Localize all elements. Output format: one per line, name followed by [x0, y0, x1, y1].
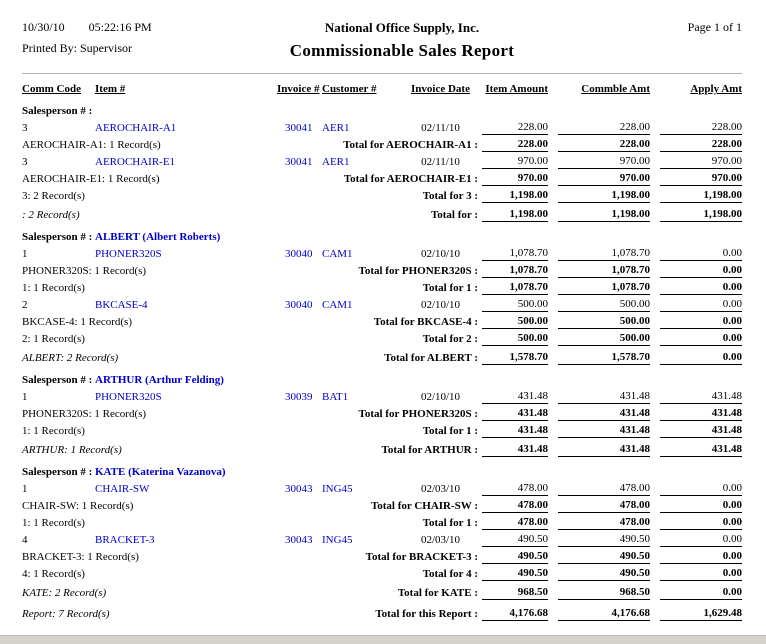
total-row [22, 261, 742, 278]
total-row [22, 547, 742, 564]
total-label: Total for 1 : [422, 282, 478, 294]
col-invoice-date: Invoice Date [411, 83, 470, 95]
apply-amount: 431.48 [660, 390, 742, 404]
invoice-link[interactable]: 30041 [285, 156, 313, 168]
item-amount: 1,078.70 [482, 247, 548, 261]
total-left-label: AEROCHAIR-A1: 1 Record(s) [22, 139, 161, 151]
invoice-date: 02/11/10 [421, 122, 460, 134]
apply-amount-total: 0.00 [660, 332, 742, 346]
total-label: Total for ARTHUR : [381, 444, 478, 456]
item-amount-total: 1,198.00 [482, 189, 548, 203]
item-amount-total: 431.48 [482, 443, 548, 457]
commble-amount-total: 431.48 [558, 407, 650, 421]
header-left-block [22, 20, 222, 61]
commble-amount-total: 4,176.68 [558, 607, 650, 621]
apply-amount: 0.00 [660, 247, 742, 261]
apply-amount-total: 431.48 [660, 424, 742, 438]
customer-link[interactable]: AER1 [322, 122, 350, 134]
col-customer: Customer # [322, 83, 377, 95]
item-amount: 490.50 [482, 533, 548, 547]
col-commble-amt: Commble Amt [581, 83, 650, 95]
report-body [22, 101, 742, 621]
comm-code: 4 [22, 534, 28, 546]
print-datetime [22, 20, 222, 35]
salesperson-name-link[interactable]: KATE (Katerina Vazanova) [95, 466, 226, 478]
comm-code: 1 [22, 483, 28, 495]
total-left-label: BKCASE-4: 1 Record(s) [22, 316, 132, 328]
total-label: Total for BKCASE-4 : [373, 316, 478, 328]
total-label: Total for BRACKET-3 : [365, 551, 478, 563]
commble-amount: 490.50 [558, 533, 650, 547]
apply-amount-total: 0.00 [660, 499, 742, 513]
commble-amount: 500.00 [558, 298, 650, 312]
item-amount-total: 1,578.70 [482, 351, 548, 365]
item-link[interactable]: PHONER320S [95, 391, 162, 403]
total-label: Total for PHONER320S : [358, 408, 478, 420]
item-link[interactable]: AEROCHAIR-A1 [95, 122, 177, 134]
comm-code: 3 [22, 156, 28, 168]
total-left-label: KATE: 2 Record(s) [22, 587, 107, 599]
total-label: Total for 1 : [422, 425, 478, 437]
item-amount-total: 431.48 [482, 407, 548, 421]
apply-amount-total: 1,198.00 [660, 189, 742, 203]
total-label: Total for AEROCHAIR-A1 : [343, 139, 478, 151]
customer-link[interactable]: AER1 [322, 156, 350, 168]
invoice-date: 02/10/10 [420, 391, 461, 403]
total-label: Total for KATE : [397, 587, 478, 599]
apply-amount-total: 0.00 [660, 281, 742, 295]
apply-amount-total: 0.00 [660, 550, 742, 564]
item-amount: 228.00 [482, 121, 548, 135]
item-amount-total: 500.00 [482, 332, 548, 346]
comm-code: 3 [22, 122, 28, 134]
print-time: 05:22:16 PM [88, 20, 152, 34]
header-center-block [222, 20, 582, 61]
total-row [22, 564, 742, 581]
apply-amount: 228.00 [660, 121, 742, 135]
total-row [22, 135, 742, 152]
item-amount-total: 490.50 [482, 567, 548, 581]
commble-amount-total: 500.00 [558, 315, 650, 329]
item-link[interactable]: BRACKET-3 [95, 534, 155, 546]
salesperson-name-link[interactable]: ALBERT (Albert Roberts) [95, 231, 221, 243]
detail-row [22, 244, 742, 261]
commble-amount-total: 478.00 [558, 516, 650, 530]
total-left-label: 4: 1 Record(s) [22, 568, 85, 580]
total-left-label: Report: 7 Record(s) [22, 608, 110, 620]
item-amount-total: 968.50 [482, 586, 548, 600]
apply-amount: 970.00 [660, 155, 742, 169]
total-label: Total for ALBERT : [384, 352, 478, 364]
total-label: Total for this Report : [375, 608, 478, 620]
invoice-link[interactable]: 30043 [285, 534, 313, 546]
salesperson-name-link [95, 117, 742, 118]
commble-amount-total: 968.50 [558, 586, 650, 600]
total-row [22, 404, 742, 421]
customer-link[interactable]: CAM1 [322, 248, 353, 260]
detail-row [22, 387, 742, 404]
item-link[interactable]: BKCASE-4 [95, 299, 148, 311]
total-left-label: ARTHUR: 1 Record(s) [22, 444, 122, 456]
item-amount: 478.00 [482, 482, 548, 496]
commble-amount-total: 1,198.00 [558, 189, 650, 203]
item-amount-total: 228.00 [482, 138, 548, 152]
item-amount-total: 500.00 [482, 315, 548, 329]
item-amount-total: 1,078.70 [482, 264, 548, 278]
total-left-label: 3: 2 Record(s) [22, 190, 85, 202]
header-right-block [582, 20, 742, 61]
invoice-date: 02/03/10 [420, 534, 461, 546]
total-row [22, 513, 742, 530]
page-number: Page 1 of 1 [687, 20, 742, 34]
invoice-date: 02/10/10 [420, 248, 461, 260]
col-apply-amt: Apply Amt [690, 83, 742, 95]
apply-amount: 0.00 [660, 533, 742, 547]
item-link[interactable]: CHAIR-SW [95, 483, 150, 495]
report-total-row [22, 604, 742, 621]
total-left-label: BRACKET-3: 1 Record(s) [22, 551, 139, 563]
comm-code: 1 [22, 248, 28, 260]
invoice-link[interactable]: 30041 [285, 122, 313, 134]
total-row [22, 278, 742, 295]
invoice-link[interactable]: 30040 [285, 299, 313, 311]
commble-amount: 1,078.70 [558, 247, 650, 261]
invoice-link[interactable]: 30043 [285, 483, 313, 495]
apply-amount-total: 0.00 [660, 586, 742, 600]
salesperson-label: Salesperson # : [22, 231, 93, 243]
commble-amount: 478.00 [558, 482, 650, 496]
customer-link[interactable]: CAM1 [322, 299, 353, 311]
commble-amount-total: 478.00 [558, 499, 650, 513]
commble-amount-total: 490.50 [558, 550, 650, 564]
col-invoice: Invoice # [277, 83, 320, 95]
invoice-link[interactable]: 30040 [285, 248, 313, 260]
total-row [22, 348, 742, 365]
report-header [22, 20, 742, 61]
comm-code: 1 [22, 391, 28, 403]
apply-amount-total: 228.00 [660, 138, 742, 152]
commble-amount-total: 1,078.70 [558, 264, 650, 278]
commble-amount: 970.00 [558, 155, 650, 169]
header-divider [22, 73, 742, 74]
total-label: Total for 2 : [422, 333, 478, 345]
item-amount: 431.48 [482, 390, 548, 404]
col-comm-code: Comm Code [22, 83, 81, 95]
detail-row [22, 295, 742, 312]
item-amount-total: 431.48 [482, 424, 548, 438]
item-link[interactable]: AEROCHAIR-E1 [95, 156, 176, 168]
apply-amount-total: 0.00 [660, 351, 742, 365]
total-left-label: CHAIR-SW: 1 Record(s) [22, 500, 134, 512]
invoice-date: 02/10/10 [420, 299, 461, 311]
item-amount-total: 478.00 [482, 516, 548, 530]
total-row [22, 169, 742, 186]
customer-link[interactable]: ING45 [322, 483, 353, 495]
item-amount: 500.00 [482, 298, 548, 312]
item-amount-total: 970.00 [482, 172, 548, 186]
detail-row [22, 530, 742, 547]
apply-amount-total: 0.00 [660, 315, 742, 329]
total-left-label: 1: 1 Record(s) [22, 517, 85, 529]
col-item-amount: Item Amount [485, 83, 548, 95]
total-left-label: AEROCHAIR-E1: 1 Record(s) [22, 173, 160, 185]
apply-amount-total: 0.00 [660, 516, 742, 530]
item-amount-total: 490.50 [482, 550, 548, 564]
customer-link[interactable]: ING45 [322, 534, 353, 546]
comm-code: 2 [22, 299, 28, 311]
column-header-row [22, 79, 742, 96]
salesperson-label: Salesperson # : [22, 105, 93, 117]
total-left-label: PHONER320S: 1 Record(s) [22, 265, 147, 277]
apply-amount-total: 1,198.00 [660, 208, 742, 222]
apply-amount-total: 431.48 [660, 407, 742, 421]
total-row [22, 583, 742, 600]
item-amount-total: 4,176.68 [482, 607, 548, 621]
invoice-link[interactable]: 30039 [285, 391, 313, 403]
salesperson-label: Salesperson # : [22, 374, 93, 386]
commble-amount-total: 970.00 [558, 172, 650, 186]
company-name: National Office Supply, Inc. [324, 20, 480, 35]
total-row [22, 329, 742, 346]
print-date: 10/30/10 [22, 20, 65, 34]
apply-amount-total: 1,629.48 [660, 607, 742, 621]
item-link[interactable]: PHONER320S [95, 248, 162, 260]
apply-amount: 0.00 [660, 298, 742, 312]
viewer-background-strip [0, 635, 766, 644]
report-title: Commissionable Sales Report [289, 41, 515, 60]
col-item: Item # [95, 83, 126, 95]
detail-row [22, 152, 742, 169]
total-label: Total for CHAIR-SW : [370, 500, 478, 512]
detail-row [22, 479, 742, 496]
commble-amount-total: 1,078.70 [558, 281, 650, 295]
commble-amount: 431.48 [558, 390, 650, 404]
item-amount: 970.00 [482, 155, 548, 169]
salesperson-header-row [22, 101, 742, 118]
commble-amount-total: 431.48 [558, 424, 650, 438]
total-row [22, 312, 742, 329]
total-left-label: PHONER320S: 1 Record(s) [22, 408, 147, 420]
total-row [22, 496, 742, 513]
total-left-label: 2: 1 Record(s) [22, 333, 85, 345]
total-label: Total for PHONER320S : [358, 265, 478, 277]
commble-amount-total: 431.48 [558, 443, 650, 457]
total-left-label: 1: 1 Record(s) [22, 282, 85, 294]
invoice-date: 02/03/10 [420, 483, 461, 495]
item-amount-total: 1,198.00 [482, 208, 548, 222]
total-left-label: 1: 1 Record(s) [22, 425, 85, 437]
apply-amount-total: 431.48 [660, 443, 742, 457]
total-row [22, 421, 742, 438]
item-amount-total: 478.00 [482, 499, 548, 513]
apply-amount-total: 970.00 [660, 172, 742, 186]
item-amount-total: 1,078.70 [482, 281, 548, 295]
apply-amount-total: 0.00 [660, 567, 742, 581]
total-left-label: ALBERT: 2 Record(s) [22, 352, 119, 364]
commble-amount-total: 228.00 [558, 138, 650, 152]
commble-amount-total: 490.50 [558, 567, 650, 581]
apply-amount-total: 0.00 [660, 264, 742, 278]
detail-row [22, 118, 742, 135]
commble-amount: 228.00 [558, 121, 650, 135]
apply-amount: 0.00 [660, 482, 742, 496]
commble-amount-total: 1,578.70 [558, 351, 650, 365]
salesperson-header-row [22, 227, 742, 244]
total-label: Total for 4 : [422, 568, 478, 580]
total-label: Total for 3 : [422, 190, 478, 202]
total-label: Total for 1 : [422, 517, 478, 529]
commble-amount-total: 500.00 [558, 332, 650, 346]
printed-by: Printed By: Supervisor [22, 41, 132, 55]
total-label: Total for : [430, 209, 478, 221]
salesperson-name-link[interactable]: ARTHUR (Arthur Felding) [95, 374, 224, 386]
total-row [22, 205, 742, 222]
commble-amount-total: 1,198.00 [558, 208, 650, 222]
salesperson-label: Salesperson # : [22, 466, 93, 478]
customer-link[interactable]: BAT1 [322, 391, 349, 403]
total-left-label: : 2 Record(s) [22, 209, 80, 221]
total-label: Total for AEROCHAIR-E1 : [343, 173, 478, 185]
total-row [22, 186, 742, 203]
total-row [22, 440, 742, 457]
invoice-date: 02/11/10 [421, 156, 460, 168]
salesperson-header-row [22, 370, 742, 387]
salesperson-header-row [22, 462, 742, 479]
